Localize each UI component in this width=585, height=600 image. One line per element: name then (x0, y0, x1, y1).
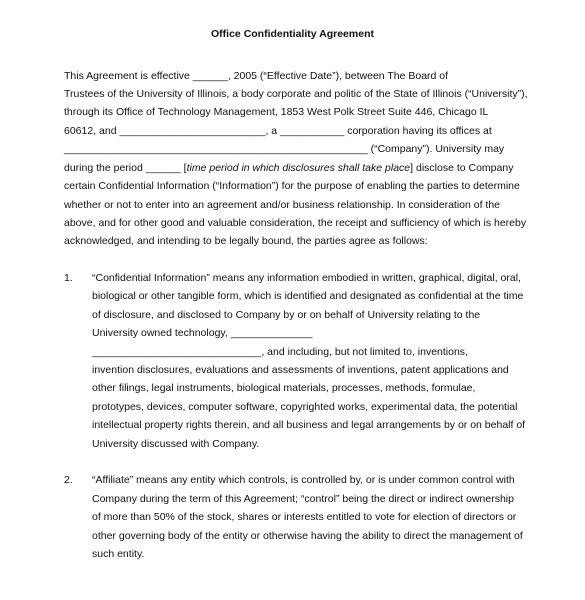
clause-line: intellectual property rights therein, and all business and legal arrangements by or on behalf of (92, 419, 526, 431)
clause-line: University discussed with Company. (92, 438, 260, 450)
intro-line: certain Confidential Information (“Information”) for the purpose of enabling the parties to determine (64, 180, 520, 192)
intro-line: ____________________________________________________ (“Company”). University may (64, 143, 505, 155)
clause-line: of more than 50% of the stock, shares or interests entitled to vote for election of directors or (92, 511, 517, 523)
intro-period-post: ] disclose to Company (410, 162, 514, 174)
intro-period-pre: during the period ______ [ (64, 162, 187, 174)
clause-line: invention disclosures, evaluations and assessments of inventions, patent applications and (92, 364, 509, 376)
clause-line: such entity. (92, 548, 145, 560)
intro-period-line (64, 161, 513, 175)
clause-line: other governing body of the entity or otherwise having the ability to direct the management of (92, 530, 523, 542)
intro-line: 60612, and _________________________, a ___________ corporation having its offices at (64, 125, 492, 137)
intro-period-italic: time period in which disclosures shall take place (186, 162, 411, 174)
clause-line: prototypes, devices, computer software, copyrighted works, experimental data, the potential (92, 401, 518, 413)
clause-line: University owned technology, ______________ (92, 327, 313, 339)
clause-line: biological or other tangible form, which is identified and designated as confidential at the time (92, 290, 524, 302)
clause-line: “Confidential Information” means any information embodied in written, graphical, digital, oral, (92, 272, 521, 284)
clause-line: _____________________________, and including, but not limited to, inventions, (92, 346, 468, 358)
intro-line: above, and for other good and valuable consideration, the receipt and sufficiency of which is hereby (64, 217, 527, 229)
intro-line: through its Office of Technology Management, 1853 West Polk Street Suite 446, Chicago IL (64, 106, 489, 118)
clause-line: of disclosure, and disclosed to Company by or on behalf of University relating to the (92, 309, 481, 321)
clause-number: 2. (64, 474, 73, 486)
clause-line: “Affiliate” means any entity which controls, is controlled by, or is under common control with (92, 474, 515, 486)
clause-line: other filings, legal instruments, biological materials, processes, methods, formulae, (92, 382, 476, 394)
intro-line: acknowledged, and intending to be legally bound, the parties agree as follows: (64, 235, 428, 247)
intro-line: Trustees of the University of Illinois, a body corporate and politic of the State of Illinois (“University”), (64, 88, 528, 100)
clause-number: 1. (64, 272, 73, 284)
intro-line: whether or not to enter into an agreement and/or business relationship. In consideration of the (64, 199, 501, 211)
document-title: Office Confidentiality Agreement (211, 28, 374, 40)
intro-line: This Agreement is effective ______, 2005 (“Effective Date”), between The Board of (64, 70, 449, 82)
clause-line: Company during the term of this Agreement; “control” being the direct or indirect ownership (92, 493, 514, 505)
